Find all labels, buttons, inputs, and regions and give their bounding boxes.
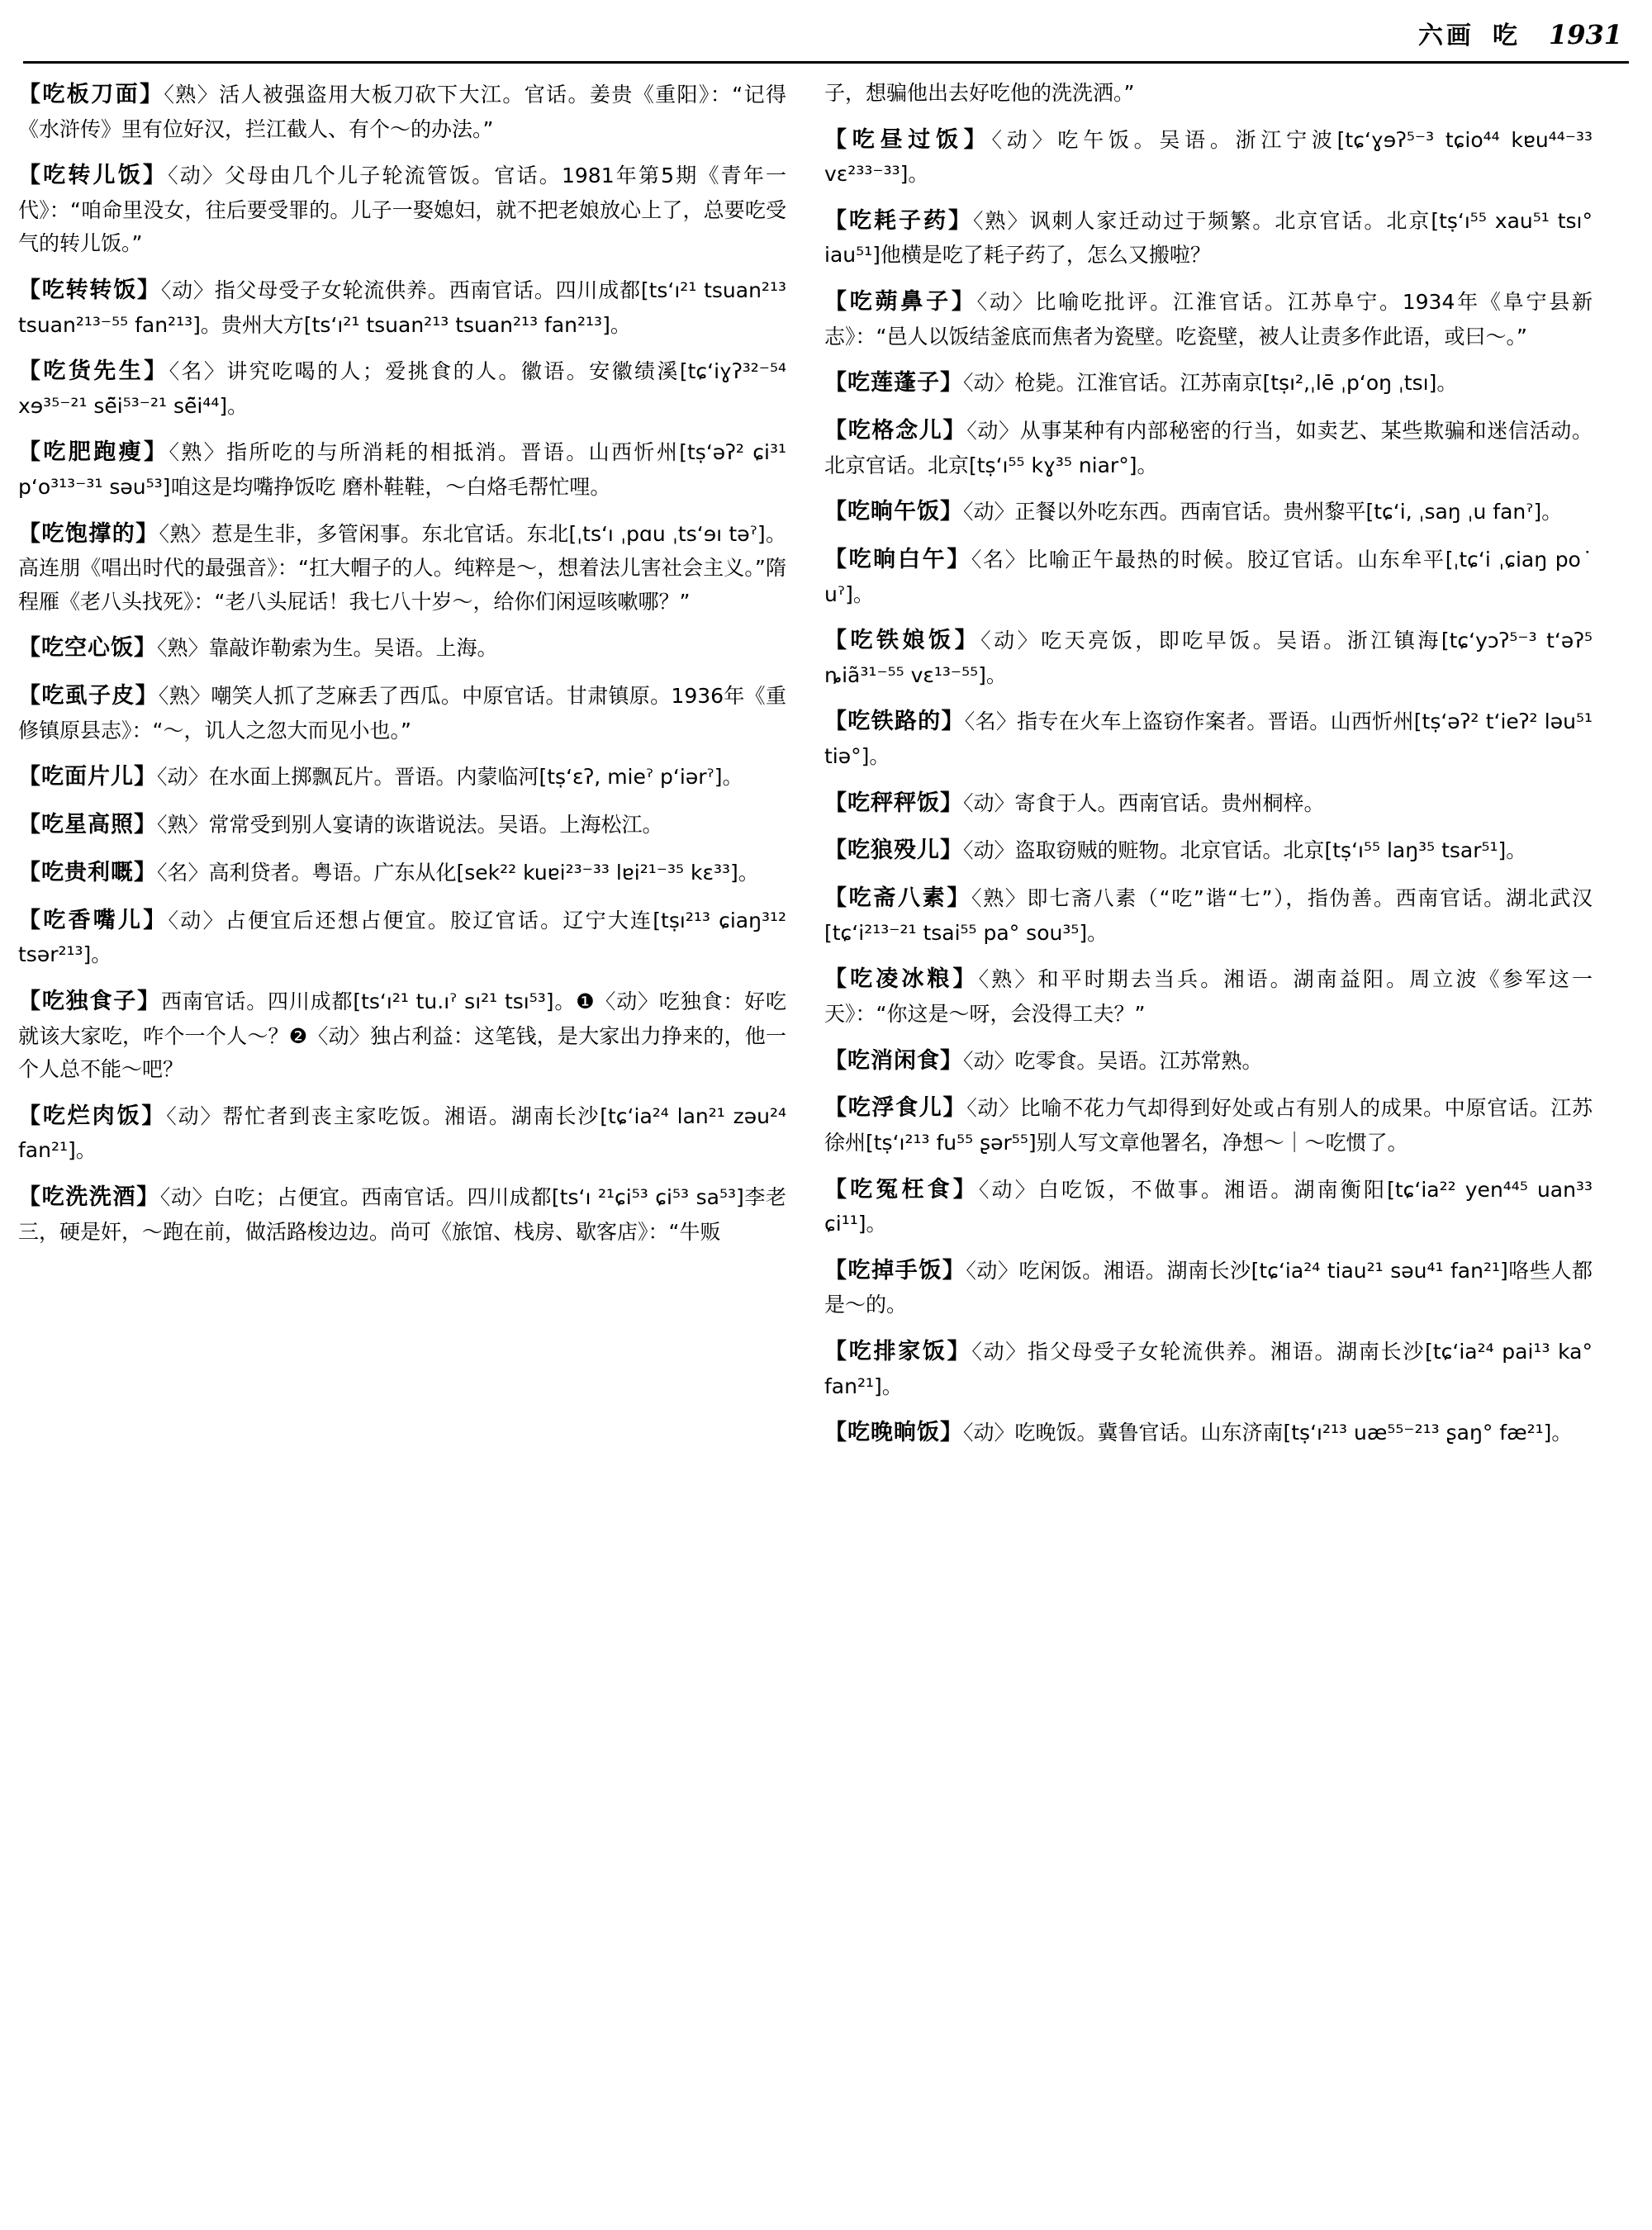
dictionary-entry <box>824 961 1593 1031</box>
entry-headword: 【吃转儿饭】 <box>18 163 169 189</box>
entry-headword: 【吃秤秤饭】 <box>824 790 963 816</box>
entry-text: 〈动〉比喻吃批评。江淮官话。江苏阜宁。1934年《阜宁县新志》：“邑人以饭结釜底而焦者为瓷壁。吃瓷壁，被人让责多作此语，或曰～。” <box>824 289 1593 349</box>
entry-text: 〈动〉指父母受子女轮流供养。西南官话。四川成都[ts‘ı²¹ tsuan²¹³ tsuan²¹³⁻⁵⁵ fan²¹³]。贵州大方[ts‘ı²¹ tsuan²¹³ tsuan²¹³ fan²¹³]。 <box>18 278 786 337</box>
left-column <box>18 77 786 1260</box>
entry-text: 〈动〉在水面上掷飘瓦片。晋语。内蒙临河[tṣ‘ɛʔ, mieˀ p‘iərˀ]。 <box>157 765 743 790</box>
entry-text: 〈名〉高利贷者。粤语。广东从化[sek²² kuɐi²³⁻³³ lɐi²¹⁻³⁵ kɛ³³]。 <box>157 860 759 885</box>
header-section-label <box>1418 15 1521 51</box>
dictionary-entry <box>824 413 1593 482</box>
entry-text: 〈熟〉和平时期去当兵。湘语。湖南益阳。周立波《参军这一天》：“你这是～呀，会没得工夫？” <box>824 967 1593 1027</box>
entry-text: 〈动〉白吃；占便宜。西南官话。四川成都[ts‘ı ²¹ɕi⁵³ ɕi⁵³ sa⁵³]李老三，硬是奸，～跑在前，做活路梭边边。尚可《旅馆、栈房、歇客店》：“牛贩 <box>18 1184 786 1244</box>
dictionary-entry <box>18 1098 786 1168</box>
right-column <box>824 77 1593 1463</box>
entry-headword: 【吃铁娘饭】 <box>824 628 981 654</box>
dictionary-entry <box>824 623 1593 692</box>
entry-headword: 【吃凌冰粮】 <box>824 966 979 993</box>
dictionary-entry <box>18 630 786 667</box>
entry-headword: 【吃独食子】 <box>18 988 161 1014</box>
entry-text: 〈动〉寄食于人。西南官话。贵州桐梓。 <box>963 790 1325 815</box>
entry-text: 〈名〉讲究吃喝的人；爱挑食的人。徽语。安徽绩溪[tɕ‘iɣʔ³²⁻⁵⁴ xɘ³⁵⁻²¹ sē̃i⁵³⁻²¹ sē̃i⁴⁴]。 <box>18 359 786 418</box>
dictionary-entry <box>18 807 786 843</box>
dictionary-entry <box>824 1415 1593 1451</box>
dictionary-entry <box>824 1253 1593 1322</box>
entry-text: 〈熟〉惹是生非，多管闲事。东北官话。东北[ˌts‘ı ˌpɑu ˌts‘ɘı təˀ]。高连朋《唱出时代的最强音》：“扛大帽子的人。纯粹是～，想着法儿害社会主义。”隋程雁《老八头找死》：“老八头屁话！我七八十岁～，给你们闲逗咳嗽哪？” <box>18 521 787 614</box>
entry-headword: 【吃消闲食】 <box>824 1047 963 1074</box>
entry-text: 〈动〉枪毙。江淮官话。江苏南京[tṣı²,ˌlē ˌp‘oŋ ˌtsı]。 <box>963 371 1458 396</box>
dictionary-entry <box>824 785 1593 822</box>
entry-text: 〈动〉指父母受子女轮流供养。湘语。湖南长沙[tɕ‘ia²⁴ pai¹³ ka° fan²¹]。 <box>824 1339 1593 1398</box>
entry-headword: 【吃排家饭】 <box>824 1338 972 1364</box>
entry-headword: 【吃冤枉食】 <box>824 1176 979 1203</box>
dictionary-entry <box>18 77 786 146</box>
dictionary-entry <box>824 122 1593 192</box>
entry-headword: 【吃浮食儿】 <box>824 1095 967 1122</box>
entry-text: 〈熟〉讽刺人家迁动过于频繁。北京官话。北京[tṣ‘ı⁵⁵ xau⁵¹ tsı° iau⁵¹]他横是吃了耗子药了，怎么又搬啦？ <box>824 208 1593 268</box>
dictionary-entry <box>824 1172 1593 1241</box>
entry-headword: 【吃面片儿】 <box>18 764 157 790</box>
dictionary-entry <box>824 203 1593 273</box>
entry-headword: 【吃晌白午】 <box>824 546 971 572</box>
dictionary-entry <box>18 759 786 795</box>
entry-text: 〈动〉比喻不花力气却得到好处或占有别人的成果。中原官话。江苏徐州[tṣ‘ı²¹³ fu⁵⁵ ʂər⁵⁵]别人写文章他署名，净想～｜～吃惯了。 <box>824 1096 1593 1155</box>
dictionary-entry <box>18 434 786 504</box>
entry-text: 〈动〉吃天亮饭，即吃早饭。吴语。浙江镇海[tɕ‘yɔʔ⁵⁻³ t‘əʔ⁵ ȵiã³¹⁻⁵⁵ vɛ¹³⁻⁵⁵]。 <box>824 629 1593 687</box>
dictionary-entry <box>18 1179 786 1249</box>
entry-headword: 【吃肥跑瘦】 <box>18 439 169 466</box>
entry-headword: 【吃耗子药】 <box>824 207 973 234</box>
entry-text: 〈熟〉常常受到别人宴请的诙谐说法。吴语。上海松江。 <box>157 813 663 837</box>
entry-text: 〈动〉吃零食。吴语。江苏常熟。 <box>963 1048 1263 1073</box>
dictionary-entry <box>824 494 1593 530</box>
page-header <box>18 15 1634 58</box>
entry-text: 〈名〉指专在火车上盗窃作案者。晋语。山西忻州[tṣ‘əʔ² t‘ieʔ² ləu⁵¹ tiə°]。 <box>824 709 1593 769</box>
dictionary-entry <box>824 833 1593 869</box>
header-section: 六画 <box>1417 21 1474 50</box>
dictionary-entry <box>824 284 1593 353</box>
dictionary-entry <box>18 903 786 972</box>
entry-headword: 【吃格念儿】 <box>824 417 967 444</box>
dictionary-entry <box>824 704 1593 773</box>
entry-headword: 【吃莲蓬子】 <box>824 370 963 396</box>
entry-text: 〈熟〉指所吃的与所消耗的相抵消。晋语。山西忻州[tṣ‘əʔ² ɕi³¹ p‘o³¹³⁻³¹ səu⁵³]咱这是均嘴挣饭吃 磨朴鞋鞋，～白烙毛帮忙哩。 <box>18 440 787 500</box>
entry-headword: 【吃香嘴儿】 <box>18 907 169 933</box>
entry-text: 〈熟〉即七斋八素（“吃”谐“七”），指伪善。西南官话。湖北武汉[tɕ‘i²¹³⁻²¹ tsai⁵⁵ pa° sou³⁵]。 <box>824 886 1593 945</box>
dictionary-entry <box>824 1043 1593 1079</box>
entry-text: 〈动〉盗取窃贼的赃物。北京官话。北京[tṣ‘ı⁵⁵ laŋ³⁵ tsar⁵¹]。 <box>963 838 1527 863</box>
dictionary-entry <box>824 365 1593 401</box>
dictionary-entry <box>824 542 1593 611</box>
entry-text: 〈动〉吃午饭。吴语。浙江宁波[tɕ‘ɣɘʔ⁵⁻³ tɕio⁴⁴ kɐu⁴⁴⁻³³ vɛ²³³⁻³³]。 <box>824 127 1593 187</box>
entry-headword: 【吃星高照】 <box>18 812 157 838</box>
entry-continuation: 子，想骗他出去好吃他的洗洗洒。” <box>824 81 1135 105</box>
dictionary-entry <box>18 158 786 261</box>
entry-text: 〈动〉父母由几个儿子轮流管饭。官话。1981年第5期《青年一代》：“咱命里没女，往后要受罪的。儿子一娶媳妇，就不把老娘放心上了，总要吃受气的转儿饭。” <box>18 164 787 256</box>
page-number: 1931 <box>1548 19 1622 50</box>
entry-headword: 【吃掉手饭】 <box>824 1257 966 1283</box>
entry-text: 〈动〉白吃饭，不做事。湘语。湖南衡阳[tɕ‘ia²² yen⁴⁴⁵ uan³³ ɕi¹¹]。 <box>824 1177 1593 1236</box>
entry-text: 〈名〉比喻正午最热的时候。胶辽官话。山东牟平[ˌtɕ‘i ˌɕiaŋ po˙ uˀ]。 <box>824 547 1593 606</box>
entry-text: 〈熟〉嘲笑人抓了芝麻丢了西瓜。中原官话。甘肃镇原。1936年《重修镇原县志》：“～，讥人之忽大而见小也。” <box>18 684 786 743</box>
dictionary-entry <box>824 880 1593 950</box>
entry-headword: 【吃斋八素】 <box>824 885 972 912</box>
dictionary-entry <box>18 273 786 342</box>
entry-text: 西南官话。四川成都[ts‘ı²¹ tu.ıˀ sı²¹ tsı⁵³]。❶〈动〉吃独食：好吃就该大家吃，咋个一个人～？❷〈动〉独占利益：这笔钱，是大家出力挣来的，他一个人总不能～吧？ <box>18 989 786 1082</box>
entry-headword: 【吃饱撑的】 <box>18 520 159 547</box>
entry-text: 〈动〉从事某种有内部秘密的行当，如卖艺、某些欺骗和迷信活动。北京官话。北京[tṣ‘ı⁵⁵ kɣ³⁵ niar°]。 <box>824 418 1593 477</box>
entry-text: 〈动〉帮忙者到丧主家吃饭。湘语。湖南长沙[tɕ‘ia²⁴ lan²¹ zəu²⁴ fan²¹]。 <box>18 1103 786 1163</box>
columns-container <box>18 77 1634 1463</box>
entry-headword: 【吃昼过饭】 <box>824 126 992 153</box>
dictionary-entry <box>18 984 786 1087</box>
entry-text: 〈动〉吃闲饭。湘语。湖南长沙[tɕ‘ia²⁴ tiau²¹ səu⁴¹ fan²¹]咯些人都是～的。 <box>824 1258 1593 1317</box>
entry-headword: 【吃货先生】 <box>18 358 169 385</box>
entry-headword: 【吃板刀面】 <box>18 82 164 107</box>
entry-headword: 【吃蒴鼻子】 <box>824 288 977 315</box>
entry-text: 〈动〉正餐以外吃东西。西南官话。贵州黎平[tɕ‘i, ˌsaŋ ˌu fanˀ]。 <box>963 500 1563 524</box>
dictionary-entry <box>18 516 786 619</box>
entry-text: 〈动〉占便宜后还想占便宜。胶辽官话。辽宁大连[tṣı²¹³ ɕiaŋ³¹² tsər²¹³]。 <box>18 908 787 967</box>
dictionary-entry <box>18 353 786 423</box>
dictionary-entry <box>824 1090 1593 1160</box>
entry-headword: 【吃晌午饭】 <box>824 499 963 525</box>
dictionary-entry <box>18 855 786 891</box>
entry-headword: 【吃空心饭】 <box>18 635 157 662</box>
entry-headword: 【吃烂肉饭】 <box>18 1103 167 1129</box>
entry-headword: 【吃晚晌饭】 <box>824 1420 963 1446</box>
entry-headword: 【吃洗洗酒】 <box>18 1184 160 1210</box>
entry-headword: 【吃虱子皮】 <box>18 683 159 709</box>
header-char: 吃 <box>1492 21 1521 50</box>
entry-headword: 【吃转转饭】 <box>18 277 161 303</box>
entry-headword: 【吃狼殁儿】 <box>824 837 963 864</box>
entry-headword: 【吃贵利嘅】 <box>18 859 157 885</box>
entry-text: 〈熟〉活人被强盗用大板刀砍下大江。官话。姜贵《重阳》：“记得《水浒传》里有位好汉，拦江截人、有个～的办法。” <box>18 83 786 141</box>
entry-text: 〈熟〉靠敲诈勒索为生。吴语。上海。 <box>157 636 498 661</box>
dictionary-entry <box>824 1334 1593 1403</box>
dictionary-entry <box>18 678 786 747</box>
entry-headword: 【吃铁路的】 <box>824 709 965 735</box>
entry-text: 〈动〉吃晚饭。冀鲁官话。山东济南[tṣ‘ı²¹³ uæ⁵⁵⁻²¹³ ʂaŋ° fæ²¹]。 <box>963 1421 1573 1445</box>
header-divider <box>23 61 1629 64</box>
